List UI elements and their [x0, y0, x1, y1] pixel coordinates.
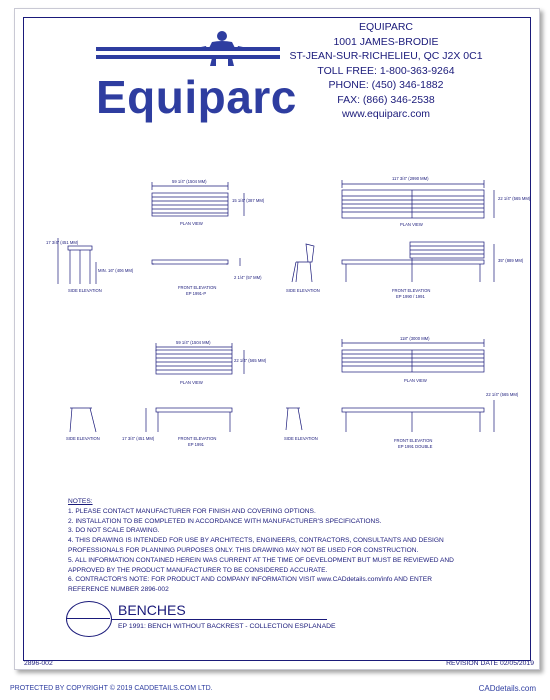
company-name: EQUIPARC — [358, 21, 414, 33]
note-item: APPROVED BY THE PRODUCT MANUFACTURER TO BE CONSIDERED ACCURATE. — [68, 566, 328, 574]
note-item: 3. DO NOT SCALE DRAWING. — [68, 527, 160, 535]
side-elevation-bottom-left — [70, 408, 96, 432]
br-plan-label: PLAN VIEW — [404, 378, 427, 383]
company-address-1: 1001 JAMES-BRODIE — [333, 35, 439, 48]
tr-plan-dim: 117 3/4" (2990 MM) — [392, 176, 429, 181]
br-front-dim: 22 1/4" (565 MM) — [486, 392, 519, 397]
bl-front-label: FRONT ELEVATION — [178, 436, 217, 441]
front-elevation-top-left — [152, 258, 240, 266]
note-item: 1. PLEASE CONTACT MANUFACTURER FOR FINISH AND COVERING OPTIONS. — [68, 507, 316, 515]
title-symbol-line — [66, 618, 110, 619]
br-plan-dim: 118" (3000 MM) — [400, 336, 430, 341]
logo-wordmark: Equiparc — [96, 71, 297, 123]
br-side-label: SIDE ELEVATION — [284, 436, 318, 441]
title-symbol — [66, 601, 112, 637]
side-elevation-top-right — [292, 244, 314, 282]
plan-view-bottom-right — [342, 339, 484, 372]
caddetails-brand[interactable]: CADdetails.com — [478, 684, 536, 693]
br-front-model: EP 1991 DOUBLE — [398, 444, 433, 449]
side-elevation-bottom-right — [286, 408, 302, 430]
reference-number: 2896-002 — [24, 660, 53, 667]
bl-front-dim: 17 3/4" (451 MM) — [122, 436, 155, 441]
br-front-label: FRONT ELEVATION — [394, 438, 433, 443]
tr-front-dim: 35" (889 MM) — [498, 258, 524, 263]
note-item: 2. INSTALLATION TO BE COMPLETED IN ACCORDANCE WITH MANUFACTURER'S SPECIFICATIONS. — [68, 517, 382, 525]
note-item: 5. ALL INFORMATION CONTAINED HEREIN WAS CURRENT AT THE TIME OF DEVELOPMENT BUT MUST BE REVIEWED AND — [68, 556, 454, 564]
front-elevation-top-right — [342, 242, 494, 282]
tl-side-label: SIDE ELEVATION — [68, 288, 102, 293]
tl-side-dim-min: MIN. 16" (406 MM) — [98, 268, 134, 273]
tr-plan-dim-v: 22 1/4" (565 MM) — [498, 196, 531, 201]
bl-plan-dim: 59 1/4" (1504 MM) — [176, 340, 211, 345]
front-elevation-bottom-left — [146, 408, 232, 432]
note-item: REFERENCE NUMBER 2896-002 — [68, 586, 169, 594]
tr-side-label: SIDE ELEVATION — [286, 288, 320, 293]
title-underline — [112, 619, 327, 620]
note-item: 4. THIS DRAWING IS INTENDED FOR USE BY ARCHITECTS, ENGINEERS, CONTRACTORS, CONSULTANTS AND DESIGN — [68, 537, 444, 545]
tl-front-label: FRONT ELEVATION — [178, 285, 217, 290]
tl-front-dim: 2 1/4" (57 MM) — [234, 275, 262, 280]
tr-plan-label: PLAN VIEW — [400, 222, 423, 227]
tr-front-label: FRONT ELEVATION — [392, 288, 431, 293]
notes-heading: NOTES: — [68, 498, 93, 505]
company-fax: FAX: (866) 346-2538 — [337, 93, 435, 106]
tl-side-dim: 17 3/4" (451 MM) — [46, 240, 79, 245]
plan-view-bottom-left — [156, 343, 244, 374]
bl-front-model: EP 1991 — [188, 442, 204, 447]
company-tollfree: TOLL FREE: 1-800-363-9264 — [317, 64, 455, 77]
plan-view-top-right — [342, 180, 494, 218]
revision-date: REVISION DATE 02/05/2019 — [446, 660, 534, 667]
tl-plan-dim: 59 1/4" (1504 MM) — [172, 179, 207, 184]
company-phone: PHONE: (450) 346-1882 — [328, 79, 444, 91]
tl-plan-label: PLAN VIEW — [180, 221, 203, 226]
drawing-subtitle: EP 1991: BENCH WITHOUT BACKREST - COLLECTION ESPLANADE — [118, 623, 336, 630]
front-elevation-bottom-right — [342, 400, 494, 432]
bl-plan-label: PLAN VIEW — [180, 380, 203, 385]
company-website: www.equiparc.com — [341, 108, 431, 120]
bl-side-label: SIDE ELEVATION — [66, 436, 100, 441]
note-item: 6. CONTRACTOR'S NOTE: FOR PRODUCT AND COMPANY INFORMATION VISIT www.CADdetails.com/info AND ENTER — [68, 576, 432, 584]
tl-front-model: EP 1991-P — [186, 291, 207, 296]
copyright-notice: PROTECTED BY COPYRIGHT © 2019 CADDETAILS.COM LTD. — [10, 685, 213, 692]
notes-block — [68, 497, 454, 595]
bl-plan-dim-v: 22 1/4" (565 MM) — [234, 358, 267, 363]
company-address-2: ST-JEAN-SUR-RICHELIEU, QC J2X 0C1 — [289, 50, 483, 62]
note-item: PROFESSIONALS FOR PLANNING PURPOSES ONLY. THIS DRAWING MAY NOT BE USED FOR CONSTRUCTION. — [68, 546, 419, 554]
tl-plan-dim-v: 15 1/4" (387 MM) — [232, 198, 265, 203]
plan-view-top-left — [152, 182, 244, 216]
tr-front-model: EP 1990 / 1991 — [396, 294, 425, 299]
drawing-title: BENCHES — [118, 602, 186, 618]
